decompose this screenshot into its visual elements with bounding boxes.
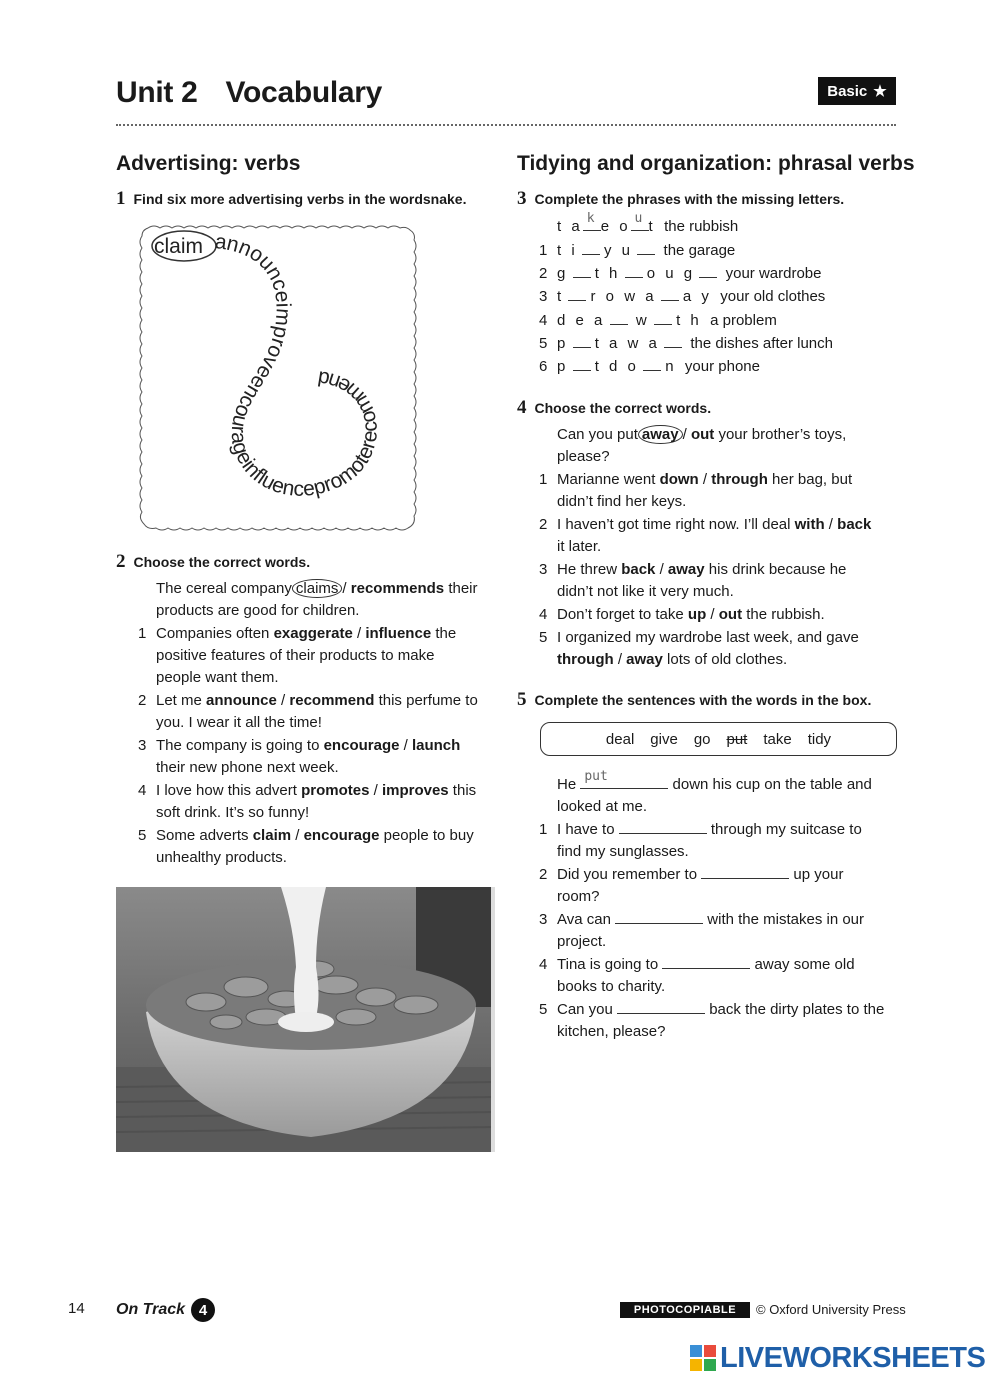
option-b[interactable]: away bbox=[667, 561, 705, 578]
exercise-2-item[interactable]: 2 Let me announce / recommend this perfume to you. I wear it all the time! bbox=[138, 692, 478, 731]
option-a[interactable]: through bbox=[557, 651, 614, 668]
exercise-4-heading bbox=[517, 397, 711, 419]
level-badge bbox=[818, 77, 896, 105]
exercise-4-item[interactable]: 1 Marianne went down / through her bag, but didn’t find her keys. bbox=[539, 471, 853, 510]
unit-title bbox=[116, 76, 382, 110]
option-b[interactable]: back bbox=[837, 516, 872, 533]
cereal-bowl-photo bbox=[116, 887, 495, 1152]
wordsnake-text bbox=[214, 230, 382, 501]
book-title: On Track 4 bbox=[116, 1298, 215, 1322]
exercise-5-item[interactable]: 3 Ava can with the mistakes in our project. bbox=[539, 911, 865, 950]
option-a[interactable]: promotes bbox=[301, 782, 370, 799]
option-b[interactable]: away bbox=[626, 651, 663, 668]
filled-blank: k bbox=[583, 216, 601, 231]
wordsnake-panel bbox=[134, 222, 420, 536]
photocopiable-label: PHOTOCOPIABLE bbox=[620, 1302, 750, 1318]
section-title-advertising: Advertising: verbs bbox=[116, 152, 301, 175]
circled-answer: away bbox=[638, 425, 683, 444]
wordsnake-letters: announceimproveencourageinfluencepromoterecommend bbox=[213, 230, 383, 501]
exercise-5-item[interactable]: 2 Did you remember to up your room? bbox=[539, 866, 844, 905]
exercise-3-item[interactable]: 3 t r o w a a y your old clothes bbox=[539, 288, 826, 305]
exercise-5-example: He put down his cup on the table and looked at me. bbox=[557, 769, 872, 815]
exercise-number: 1 bbox=[116, 188, 126, 209]
exercise-3-heading bbox=[517, 188, 844, 210]
filled-blank: u bbox=[631, 216, 649, 231]
filled-blank: put bbox=[580, 774, 668, 789]
exercise-number: 4 bbox=[517, 397, 527, 418]
option-a[interactable]: back bbox=[621, 561, 656, 578]
exercise-2-item[interactable]: 4 I love how this advert promotes / improves this soft drink. It’s so funny! bbox=[138, 782, 477, 821]
exercise-1-heading bbox=[116, 188, 467, 210]
exercise-3-item[interactable]: 2 g t h o u g your wardrobe bbox=[539, 265, 822, 282]
letter-blank[interactable] bbox=[610, 310, 628, 325]
book-level-badge: 4 bbox=[191, 1298, 215, 1322]
section-title-tidying: Tidying and organization: phrasal verbs bbox=[517, 152, 915, 175]
exercise-4-item[interactable]: 4 Don’t forget to take up / out the rubbish. bbox=[539, 606, 825, 623]
exercise-3-item[interactable]: 6 p t d o n your phone bbox=[539, 358, 760, 375]
page-title: Vocabulary bbox=[225, 76, 383, 109]
exercise-instruction: Find six more advertising verbs in the wordsnake. bbox=[133, 191, 467, 207]
letter-blank[interactable] bbox=[637, 240, 655, 255]
box-word-used: put bbox=[726, 730, 748, 748]
box-word: take bbox=[763, 730, 792, 748]
box-word: give bbox=[650, 730, 678, 748]
star-icon: ★ bbox=[873, 83, 887, 100]
exercise-4-item[interactable]: 5 I organized my wardrobe last week, and gave through / away lots of old clothes. bbox=[539, 629, 859, 668]
exercise-2-item[interactable]: 1 Companies often exaggerate / influence the positive features of their products to make people want them. bbox=[138, 625, 457, 686]
option-a[interactable]: with bbox=[794, 516, 825, 533]
option-b[interactable]: launch bbox=[411, 737, 461, 754]
exercise-3-example: t a k e o u t the rubbish bbox=[557, 211, 739, 235]
liveworksheets-logo[interactable] bbox=[690, 1342, 985, 1374]
exercise-number: 5 bbox=[517, 689, 527, 710]
letter-blank[interactable] bbox=[661, 286, 679, 301]
liveworksheets-icon bbox=[690, 1345, 716, 1371]
answer-blank[interactable] bbox=[662, 954, 750, 969]
letter-blank[interactable] bbox=[573, 263, 591, 278]
copyright: © Oxford University Press bbox=[756, 1302, 906, 1317]
exercise-number: 2 bbox=[116, 551, 126, 572]
exercise-2-item[interactable]: 5 Some adverts claim / encourage people to buy unhealthy products. bbox=[138, 827, 474, 866]
exercise-3-item[interactable]: 4 d e a w t h a problem bbox=[539, 312, 777, 329]
option-a[interactable]: down bbox=[659, 471, 699, 488]
circled-answer: claims bbox=[292, 579, 343, 598]
exercise-4-example: Can you put away / out your brother’s toys, please? bbox=[557, 426, 847, 465]
exercise-instruction: Choose the correct words. bbox=[534, 400, 712, 416]
exercise-number: 3 bbox=[517, 188, 527, 209]
exercise-5-item[interactable]: 4 Tina is going to away some old books to charity. bbox=[539, 956, 855, 995]
exercise-2-heading bbox=[116, 551, 310, 573]
header-divider bbox=[116, 124, 896, 126]
exercise-5-heading bbox=[517, 689, 871, 711]
option-a[interactable]: encourage bbox=[323, 737, 400, 754]
exercise-5-item[interactable]: 1 I have to through my suitcase to find my sunglasses. bbox=[539, 821, 862, 860]
option-b[interactable]: influence bbox=[365, 625, 432, 642]
exercise-3-item[interactable]: 1 t i y u the garage bbox=[539, 242, 736, 259]
exercise-2-example: The cereal company claims / recommends their products are good for children. bbox=[156, 580, 478, 619]
option-b[interactable]: recommend bbox=[289, 692, 375, 709]
brand-name: LIVEWORKSHEETS bbox=[720, 1341, 986, 1374]
page-number: 14 bbox=[68, 1300, 85, 1317]
wordsnake-example-word: claim bbox=[154, 235, 204, 258]
answer-blank[interactable] bbox=[617, 999, 705, 1014]
letter-blank[interactable] bbox=[643, 356, 661, 371]
word-box bbox=[540, 722, 897, 756]
exercise-instruction: Complete the phrases with the missing letters. bbox=[534, 191, 845, 207]
option-b[interactable]: improves bbox=[381, 782, 449, 799]
answer-blank[interactable] bbox=[701, 864, 789, 879]
option-a[interactable]: up bbox=[687, 606, 707, 623]
letter-blank[interactable] bbox=[568, 286, 586, 301]
box-word: deal bbox=[605, 730, 635, 748]
option-b[interactable]: through bbox=[711, 471, 768, 488]
option-b[interactable]: encourage bbox=[303, 827, 380, 844]
letter-blank[interactable] bbox=[654, 310, 672, 325]
option-a[interactable]: exaggerate bbox=[273, 625, 353, 642]
exercise-5-item[interactable]: 5 Can you back the dirty plates to the kitchen, please? bbox=[539, 1001, 885, 1040]
option-b[interactable]: out bbox=[718, 606, 743, 623]
box-word: tidy bbox=[807, 730, 832, 748]
unit-number: Unit 2 bbox=[116, 76, 198, 109]
letter-blank[interactable] bbox=[573, 333, 591, 348]
letter-blank[interactable] bbox=[699, 263, 717, 278]
option-a[interactable]: claim bbox=[252, 827, 292, 844]
letter-blank[interactable] bbox=[625, 263, 643, 278]
letter-blank[interactable] bbox=[664, 333, 682, 348]
exercise-4-item[interactable]: 2 I haven’t got time right now. I’ll deal with / back it later. bbox=[539, 516, 872, 555]
exercise-instruction: Choose the correct words. bbox=[133, 554, 311, 570]
exercise-instruction: Complete the sentences with the words in the box. bbox=[534, 692, 872, 708]
option-a[interactable]: announce bbox=[206, 692, 277, 709]
letter-blank[interactable] bbox=[582, 240, 600, 255]
exercise-3-item[interactable]: 5 p t a w a the dishes after lunch bbox=[539, 335, 833, 352]
exercise-2-item[interactable]: 3 The company is going to encourage / launch their new phone next week. bbox=[138, 737, 461, 776]
level-label: Basic bbox=[827, 82, 868, 100]
answer-blank[interactable] bbox=[619, 819, 707, 834]
answer-blank[interactable] bbox=[615, 909, 703, 924]
exercise-4-item[interactable]: 3 He threw back / away his drink because he didn’t not like it very much. bbox=[539, 561, 847, 600]
box-word: go bbox=[693, 730, 711, 748]
letter-blank[interactable] bbox=[573, 356, 591, 371]
